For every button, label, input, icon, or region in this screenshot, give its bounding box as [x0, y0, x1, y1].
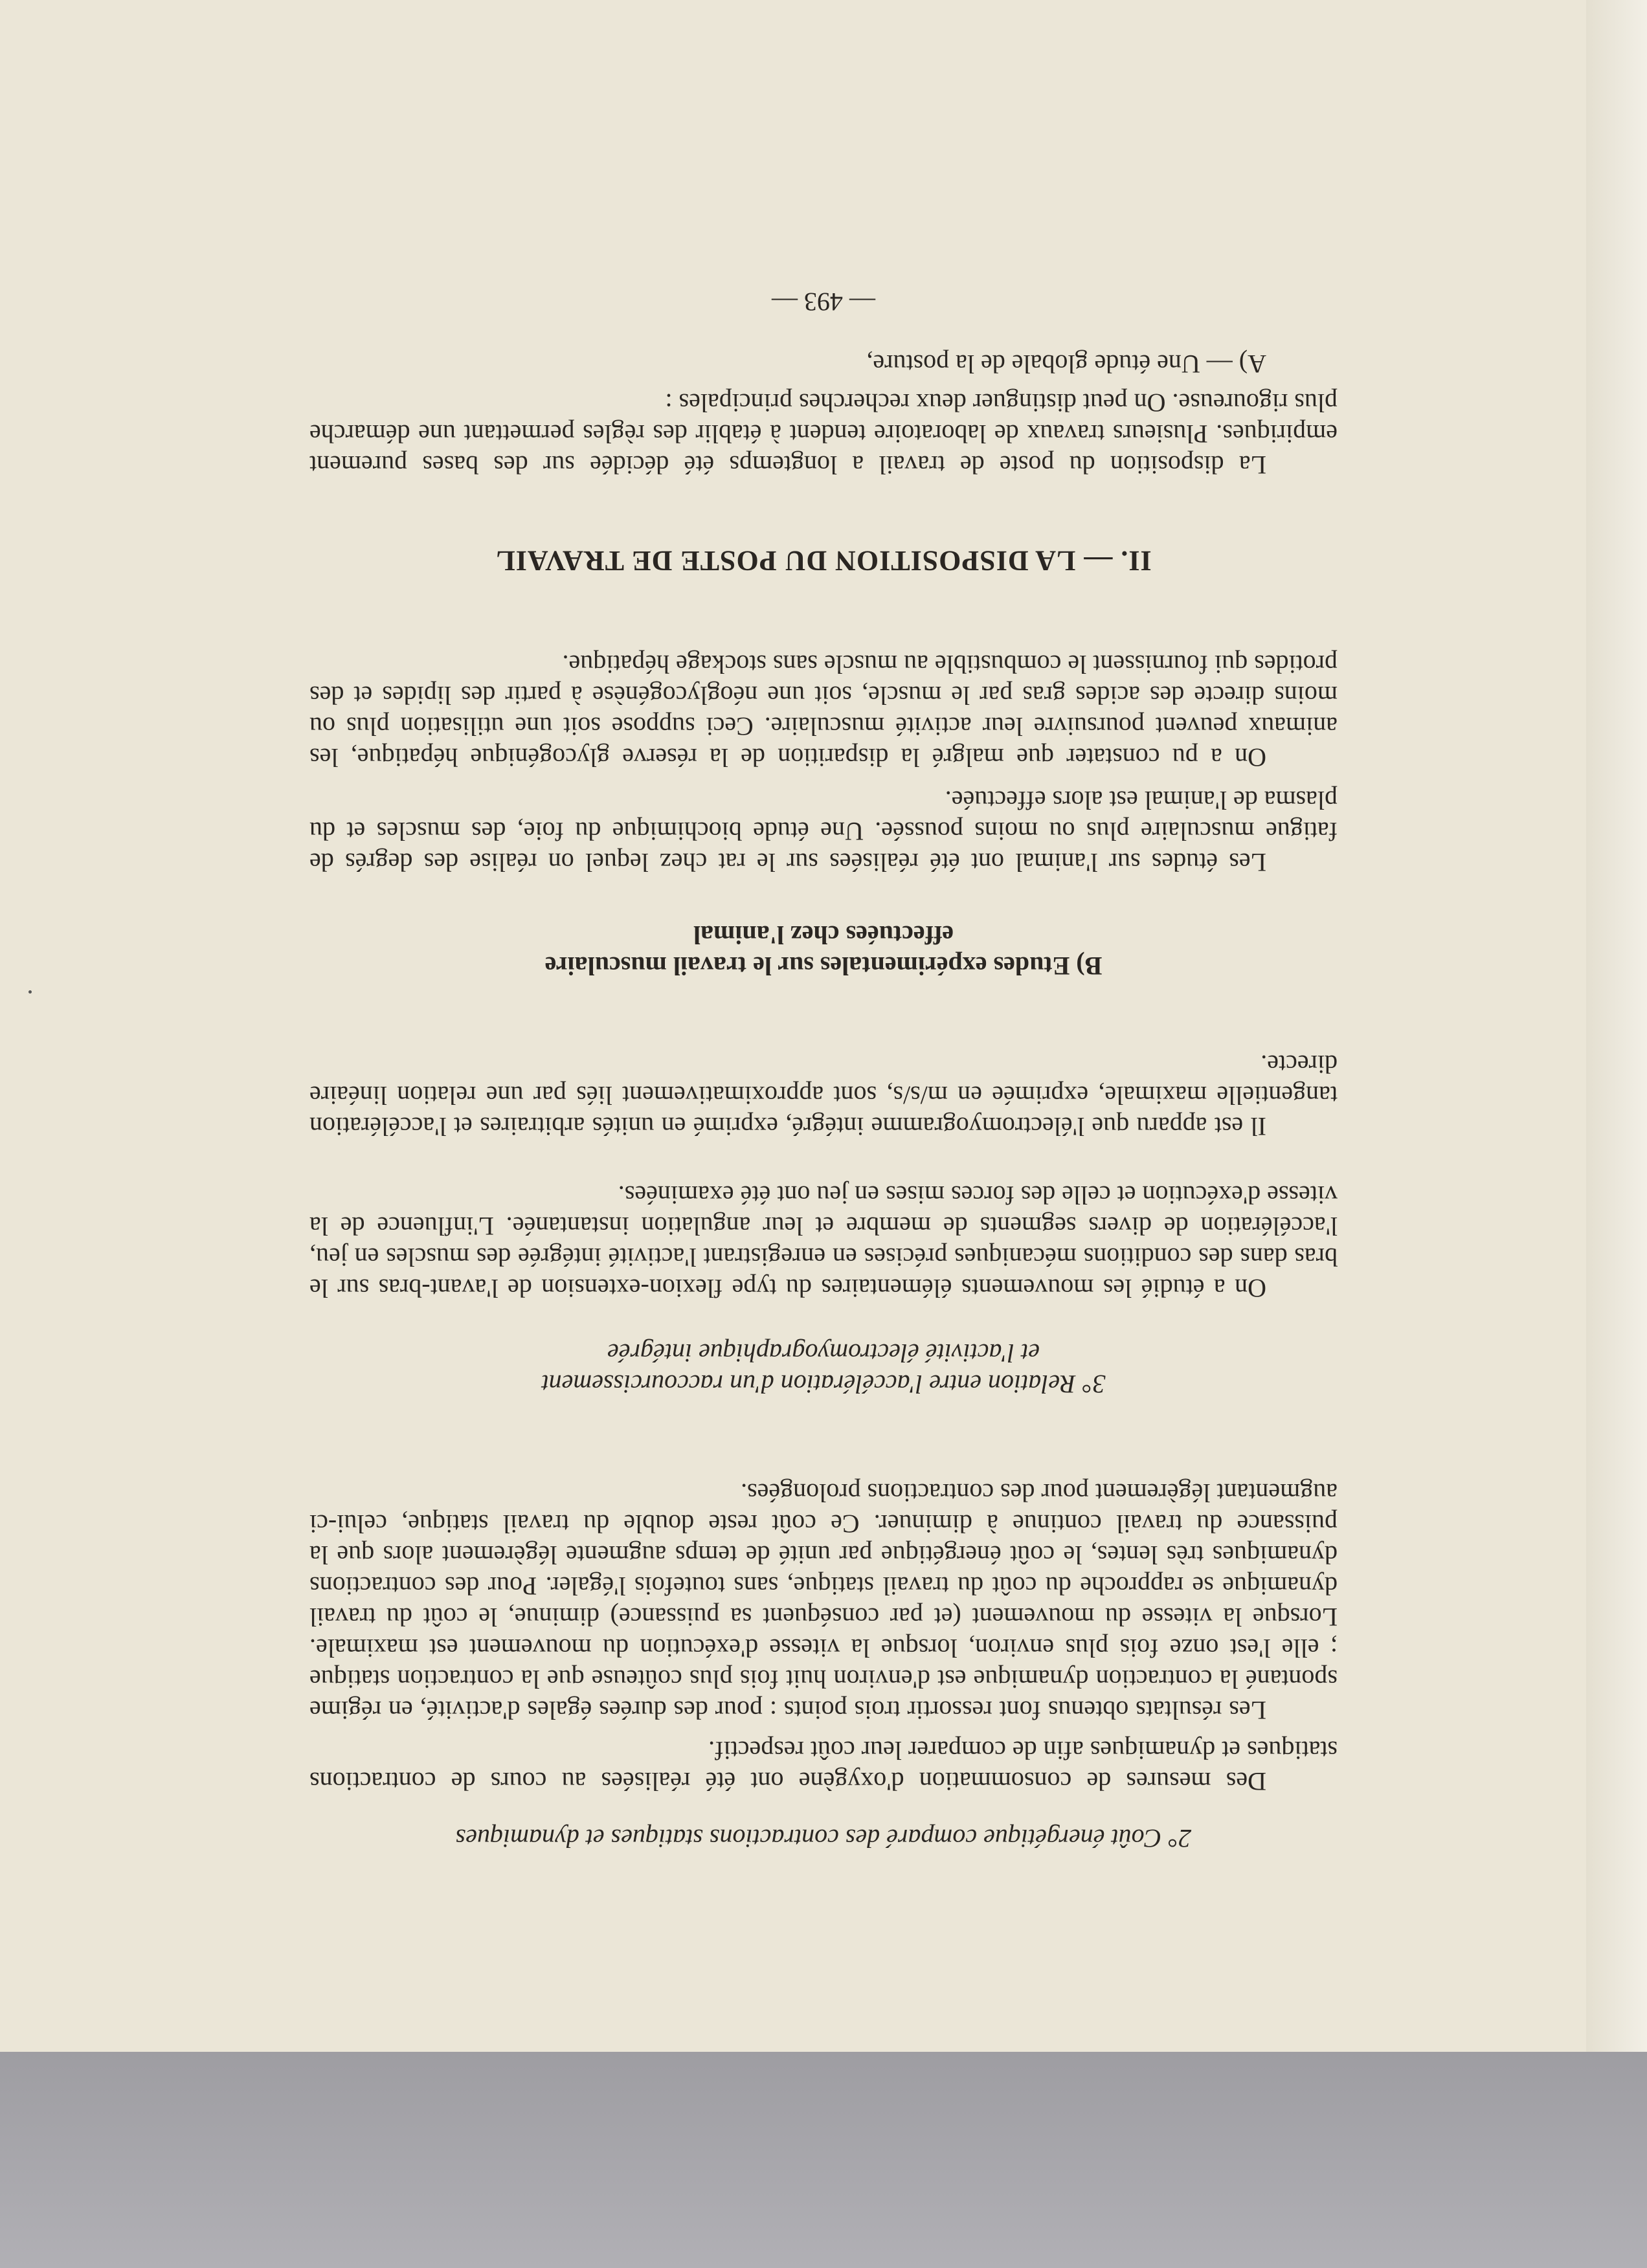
paragraph-etudes-animal: Les études sur l'animal ont été réalisées sur le rat chez lequel on réalise des degrés de fatigue musculaire plus ou moins poussée. Une étude biochimique du foie, des muscles et du plasma de l'animal est alors effectuée. [309, 786, 1338, 877]
paragraph-reserve-glycogenique: On a pu constater que malgré la disparition de la réserve glycogénique hépatique, les animaux peuvent poursuivre leur activité musculaire. Ceci suppose soit une utilisation plus ou moins directe des acides gras par le muscle, soit une néoglycogénèse à partir des lipides et des protides qui fournissent le combustible au muscle sans stockage hépatique. [309, 650, 1338, 772]
heading-b-line-2: effectuées chez l'animal [693, 920, 954, 950]
section-2-heading: II. — LA DISPOSITION DU POSTE DE TRAVAIL [495, 545, 1152, 577]
text-column [309, 286, 1338, 1854]
heading-3-line-2: et l'activité électromyographique intégrée [607, 1339, 1040, 1368]
paragraph-disposition: La disposition du poste de travail a longtemps été décidée sur des bases purement empiriques. Plusieurs travaux de laboratoire tendent à établir des règles permettant une démarche plus rigoureuse. On peut distinguer deux recherches principales : [309, 388, 1338, 480]
paragraph-mesures: Des mesures de consommation d'oxygène ont été réalisées au cours de contractions statiques et dynamiques afin de comparer leur coût respectif. [309, 1736, 1338, 1796]
paragraph-electromyogramme: Il est apparu que l'électromyogramme intégré, exprimé en unités arbitraires et l'accélération tangentielle maximale, exprimée en m/s/s, sont approximativement liés par une relation linéaire directe. [309, 1050, 1338, 1141]
heading-2-cout-energetique: 2° Coût énergétique comparé des contractions statiques et dynamiques [455, 1824, 1192, 1853]
paragraph-etude-mouvements: On a étudié les mouvements élémentaires du type flexion-extension de l'avant-bras sur le bras dans des conditions mécaniques précises en enregistrant l'activité intégrée des muscles en jeu, l'accélération de divers segments de membre et leur angulation instantanée. L'influence de la vitesse d'exécution et celle des forces mises en jeu ont été examinées. [309, 1181, 1338, 1303]
heading-3-line-1: 3° Relation entre l'accélération d'un raccourcissement [541, 1370, 1106, 1399]
item-a-posture: A) — Une étude globale de la posture, [866, 350, 1266, 379]
page-number: — 493 — [772, 287, 875, 317]
paragraph-resultats: Les résultats obtenus font ressortir trois points : pour des durées égales d'activité, en régime spontané la contraction dynamique est d'environ huit fois plus coûteuse que la contraction statique ; elle l'est onze fois plus environ, lorsque la vitesse d'exécution du mouvement est maximale. Lorsque la vitesse du mouvement (et par conséquent sa puissance) diminue, le coût du travail dynamique se rapproche du coût du travail statique, sans toutefois l'égaler. Pour des contractions dynamiques très lentes, le coût énergétique par unité de temps augmente légèrement alors que la puissance du travail continue à diminuer. Ce coût reste double du travail statique, celui-ci augmentant légèrement pour des contractions prolongées. [309, 1478, 1338, 1725]
heading-b-line-1: B) Etudes expérimentales sur le travail musculaire [544, 951, 1103, 981]
